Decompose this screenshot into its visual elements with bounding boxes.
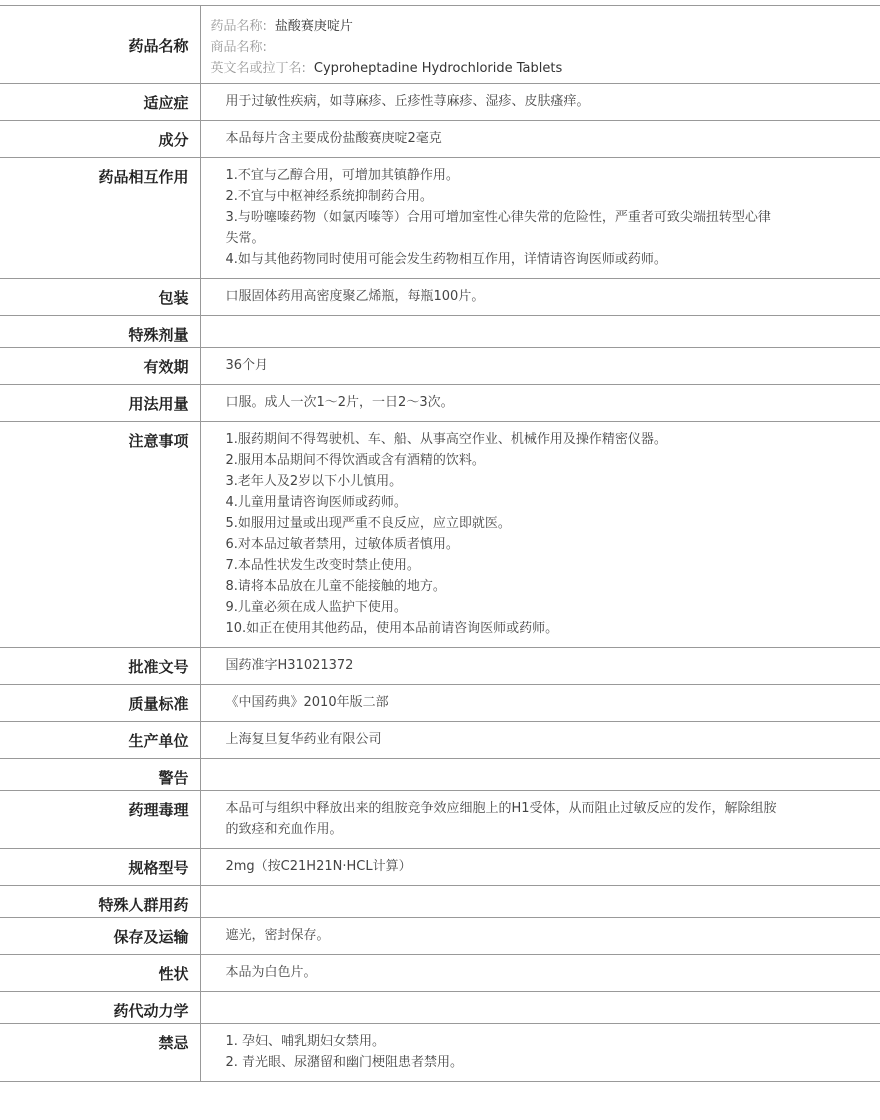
- row-label: 特殊人群用药: [0, 886, 200, 918]
- info-row: [0, 84, 880, 121]
- value-line: 10.如正在使用其他药品，使用本品前请咨询医师或药师。: [225, 621, 559, 636]
- row-value: [200, 849, 880, 886]
- trade-name-row: [211, 37, 880, 58]
- value-line: 口服。成人一次1～2片，一日2～3次。: [225, 395, 454, 410]
- row-value: [200, 759, 880, 791]
- generic-name-value: 盐酸赛庚啶片: [274, 19, 353, 34]
- row-value: [200, 918, 880, 955]
- value-line: 3.老年人及2岁以下小儿慎用。: [225, 474, 403, 489]
- row-value: [200, 348, 880, 385]
- info-row: [0, 955, 880, 992]
- value-line: 9.儿童必须在成人监护下使用。: [225, 600, 407, 615]
- row-value: [200, 685, 880, 722]
- info-row: [0, 849, 880, 886]
- row-label: 药理毒理: [0, 791, 200, 849]
- row-value: [200, 279, 880, 316]
- row-label: 适应症: [0, 84, 200, 121]
- value-line: 5.如服用过量或出现严重不良反应，应立即就医。: [225, 516, 511, 531]
- value-line: 2.服用本品期间不得饮酒或含有酒精的饮料。: [225, 453, 485, 468]
- info-row: [0, 685, 880, 722]
- row-value: [200, 385, 880, 422]
- row-value: [200, 316, 880, 348]
- row-value: [200, 158, 880, 279]
- english-name-row: [211, 58, 880, 79]
- row-label: 有效期: [0, 348, 200, 385]
- value-line: 本品每片含主要成份盐酸赛庚啶2毫克: [225, 131, 442, 146]
- value-line: 口服固体药用高密度聚乙烯瓶，每瓶100片。: [225, 289, 485, 304]
- value-line: 2. 青光眼、尿潴留和幽门梗阻患者禁用。: [225, 1055, 464, 1070]
- value-line: 8.请将本品放在儿童不能接触的地方。: [225, 579, 446, 594]
- generic-name-label: 药品名称:: [210, 19, 267, 34]
- value-line: 7.本品性状发生改变时禁止使用。: [225, 558, 420, 573]
- info-row: [0, 918, 880, 955]
- value-line: 3.与吩噻嗪药物（如氯丙嗪等）合用可增加室性心律失常的危险性，严重者可致尖端扭转型心律失常。: [225, 210, 771, 246]
- row-label: 成分: [0, 121, 200, 158]
- row-label: 用法用量: [0, 385, 200, 422]
- english-name-label: 英文名或拉丁名:: [210, 61, 306, 76]
- value-line: 4.如与其他药物同时使用可能会发生药物相互作用，详情请咨询医师或药师。: [225, 252, 667, 267]
- row-label: 批准文号: [0, 648, 200, 685]
- row-label: 质量标准: [0, 685, 200, 722]
- row-label: 药代动力学: [0, 992, 200, 1024]
- info-row: [0, 648, 880, 685]
- value-line: 1. 孕妇、哺乳期妇女禁用。: [225, 1034, 386, 1049]
- name-block: [200, 6, 880, 84]
- row-label: 注意事项: [0, 422, 200, 648]
- row-label: 特殊剂量: [0, 316, 200, 348]
- row-value: [200, 992, 880, 1024]
- row-label: 警告: [0, 759, 200, 791]
- value-line: 本品为白色片。: [225, 965, 317, 980]
- row-value: [200, 955, 880, 992]
- row-label: 药品相互作用: [0, 158, 200, 279]
- row-label: 规格型号: [0, 849, 200, 886]
- value-line: 2mg（按C21H21N·HCL计算）: [225, 859, 412, 874]
- info-row: [0, 722, 880, 759]
- row-label: 禁忌: [0, 1024, 200, 1082]
- drug-info-table: [0, 5, 880, 1082]
- info-row: [0, 316, 880, 348]
- row-label: 性状: [0, 955, 200, 992]
- value-line: 36个月: [225, 358, 269, 373]
- value-line: 用于过敏性疾病，如荨麻疹、丘疹性荨麻疹、湿疹、皮肤瘙痒。: [225, 94, 590, 109]
- value-line: 《中国药典》2010年版二部: [225, 695, 389, 710]
- info-row: [0, 158, 880, 279]
- value-line: 1.不宜与乙醇合用，可增加其镇静作用。: [225, 168, 459, 183]
- info-row: [0, 385, 880, 422]
- english-name-value: Cyproheptadine Hydrochloride Tablets: [313, 61, 563, 76]
- info-row: [0, 1024, 880, 1082]
- row-label: 药品名称: [0, 6, 200, 84]
- info-row: [0, 279, 880, 316]
- info-row: [0, 791, 880, 849]
- row-value: [200, 791, 880, 849]
- value-line: 6.对本品过敏者禁用，过敏体质者慎用。: [225, 537, 459, 552]
- info-row: [0, 886, 880, 918]
- value-line: 国药准字H31021372: [225, 658, 354, 673]
- value-line: 4.儿童用量请咨询医师或药师。: [225, 495, 407, 510]
- row-value: [200, 84, 880, 121]
- row-label: 包装: [0, 279, 200, 316]
- row-value: [200, 422, 880, 648]
- value-line: 本品可与组织中释放出来的组胺竞争效应细胞上的H1受体，从而阻止过敏反应的发作，解除组胺的致痉和充血作用。: [225, 801, 777, 837]
- info-row: [0, 992, 880, 1024]
- trade-name-label: 商品名称:: [210, 40, 267, 55]
- value-line: 遮光，密封保存。: [225, 928, 330, 943]
- generic-name-row: [211, 16, 880, 37]
- info-row: [0, 422, 880, 648]
- value-line: 2.不宜与中枢神经系统抑制药合用。: [225, 189, 433, 204]
- info-row: [0, 348, 880, 385]
- row-value: [200, 121, 880, 158]
- info-row: [0, 121, 880, 158]
- value-line: 1.服药期间不得驾驶机、车、船、从事高空作业、机械作用及操作精密仪器。: [225, 432, 667, 447]
- row-value: [200, 1024, 880, 1082]
- row-value: [200, 886, 880, 918]
- row-value: [200, 648, 880, 685]
- row-value: [200, 722, 880, 759]
- row-drug-name: [0, 6, 880, 84]
- row-label: 保存及运输: [0, 918, 200, 955]
- info-row: [0, 759, 880, 791]
- row-label: 生产单位: [0, 722, 200, 759]
- value-line: 上海复旦复华药业有限公司: [225, 732, 382, 747]
